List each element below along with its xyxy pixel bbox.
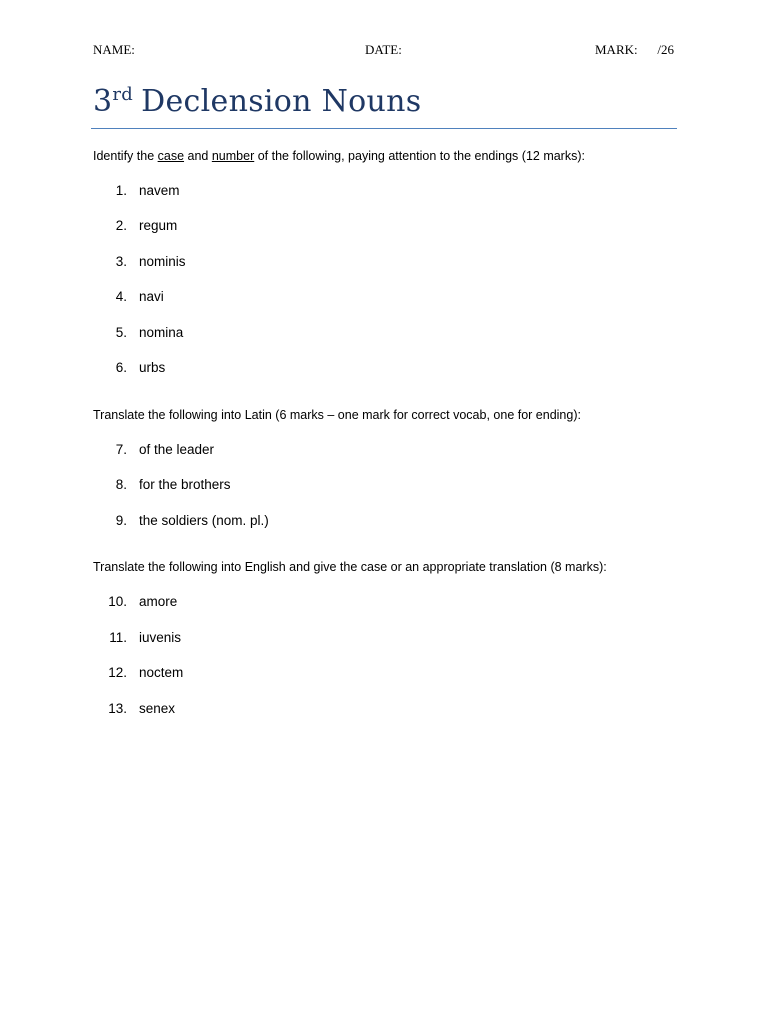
section1-instruction: [93, 149, 585, 163]
question-text: noctem: [139, 665, 184, 680]
question-text: the soldiers (nom. pl.): [139, 513, 269, 528]
and-word: and: [184, 149, 212, 163]
number-underlined: number: [211, 149, 255, 163]
question-number: 8.: [115, 477, 127, 492]
title-ordinal-number: 3: [93, 84, 113, 119]
title-divider: [91, 128, 677, 129]
title-ordinal-suffix: rd: [112, 84, 134, 105]
mark-label: MARK:: [595, 42, 638, 57]
section3-instruction: Translate the following into English and give the case or an appropriate translation (8 marks):: [93, 560, 607, 574]
question-number: 9.: [115, 513, 127, 528]
question-text: senex: [139, 701, 176, 716]
worksheet-header: [93, 42, 674, 60]
case-underlined: case: [157, 149, 185, 163]
section1-instruction-prefix: Identify the: [93, 149, 158, 163]
question-number: 5.: [115, 325, 127, 340]
question-number: 7.: [115, 442, 127, 457]
question-number: 4.: [115, 289, 127, 304]
question-number: 12.: [108, 665, 127, 680]
name-label: NAME:: [93, 42, 135, 57]
question-text: navi: [139, 289, 164, 304]
question-number: 10.: [108, 594, 127, 609]
question-number: 6.: [115, 360, 127, 375]
question-number: 3.: [115, 254, 127, 269]
question-text: nomina: [139, 325, 184, 340]
question-text: nominis: [139, 254, 186, 269]
question-text: of the leader: [139, 442, 215, 457]
question-text: urbs: [139, 360, 166, 375]
question-number: 13.: [108, 701, 127, 716]
question-text: iuvenis: [139, 630, 182, 645]
question-text: navem: [139, 183, 180, 198]
page-title: [93, 84, 421, 119]
question-number: 11.: [109, 630, 127, 645]
question-text: amore: [139, 594, 178, 609]
section2-instruction: Translate the following into Latin (6 marks – one mark for correct vocab, one for ending):: [93, 408, 581, 422]
date-label: DATE:: [365, 42, 402, 57]
mark-total: /26: [657, 42, 674, 57]
title-text: Declension Nouns: [141, 84, 422, 119]
question-text: regum: [139, 218, 178, 233]
question-text: for the brothers: [139, 477, 231, 492]
question-number: 1.: [115, 183, 127, 198]
section1-instruction-suffix: of the following, paying attention to the endings (12 marks):: [254, 149, 585, 163]
question-number: 2.: [115, 218, 127, 233]
